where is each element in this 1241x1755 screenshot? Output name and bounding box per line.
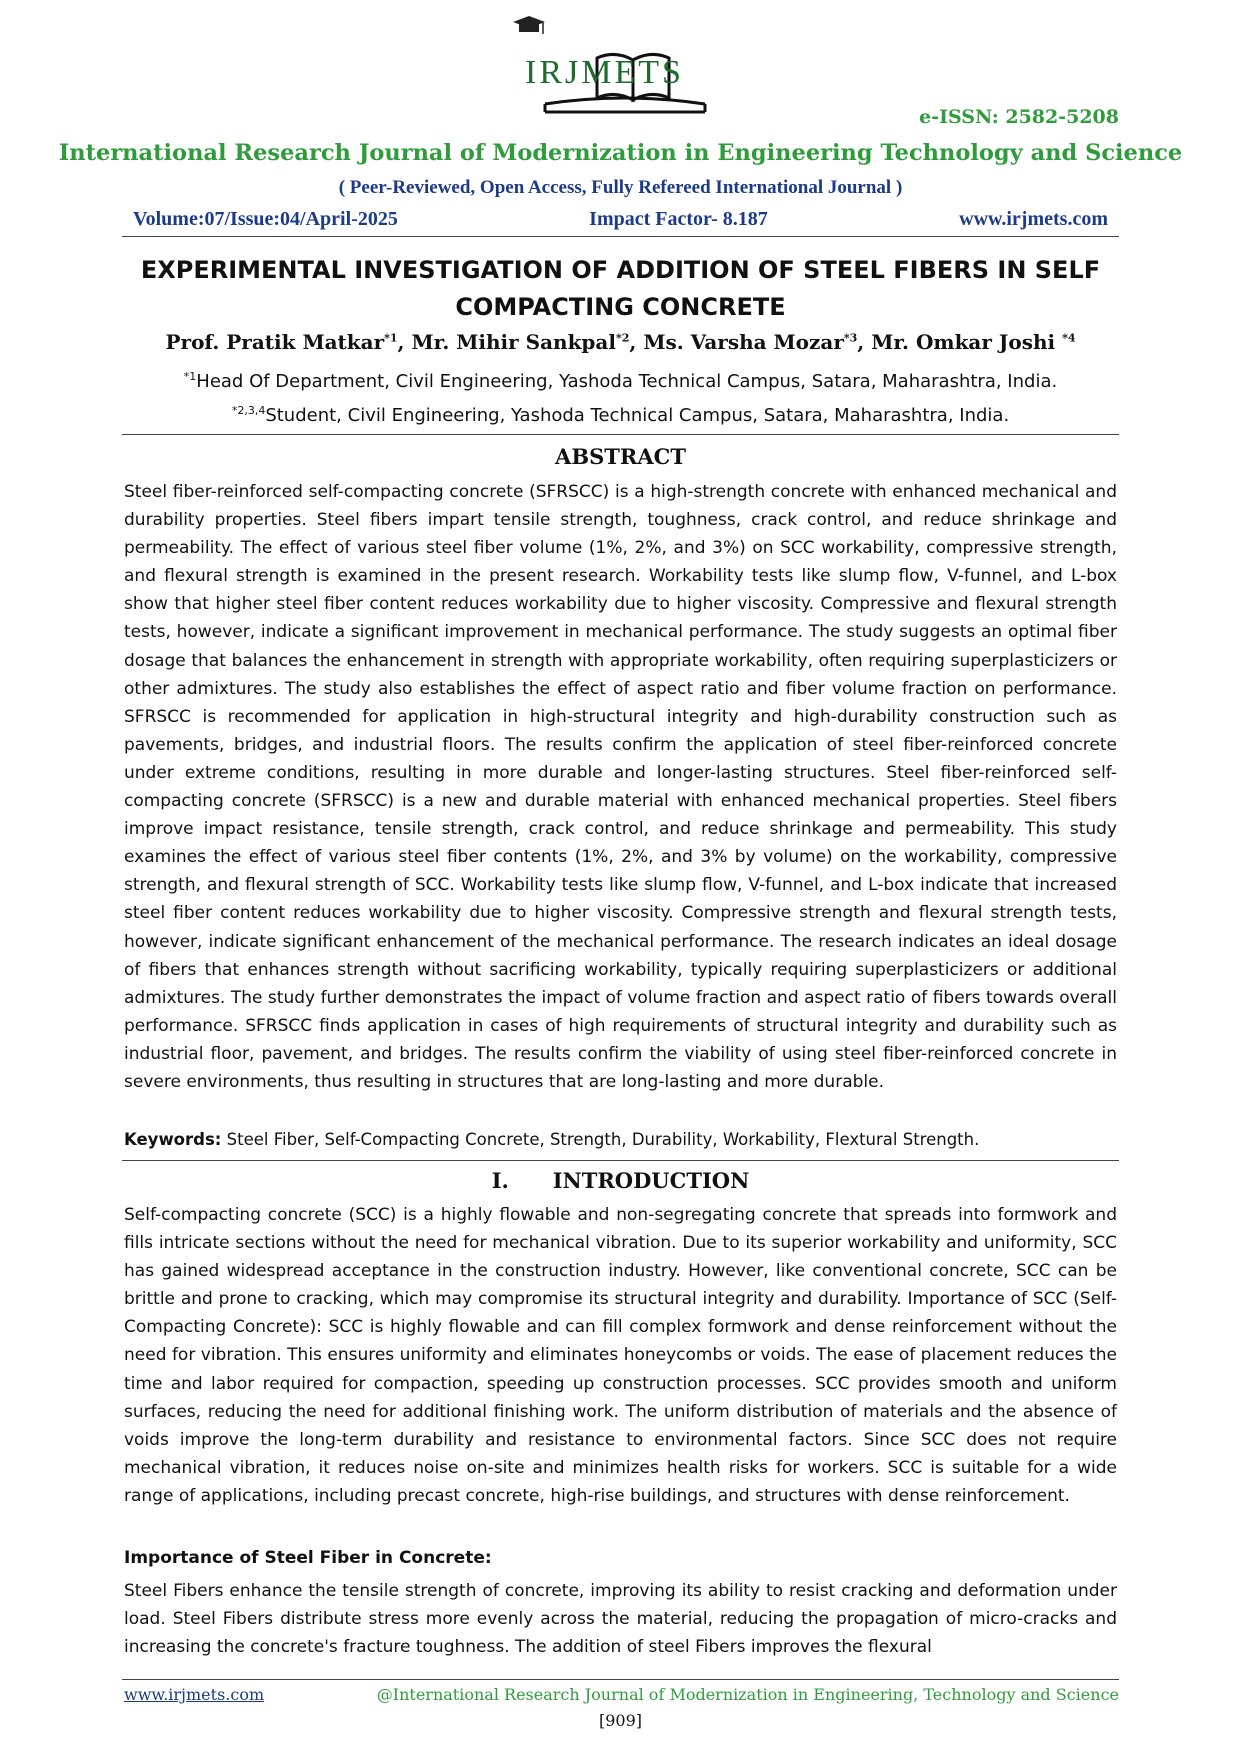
volume-issue: Volume:07/Issue:04/April-2025 — [133, 208, 398, 230]
steel-fiber-subheading: Importance of Steel Fiber in Concrete: — [124, 1548, 492, 1568]
affiliation-divider — [122, 434, 1119, 435]
affiliation-1: $^{*1}$Head Of Department, Civil Engineering, Yashoda Technical Campus, Satara, Maharashtra, India. — [183, 370, 1058, 392]
peer-review-note: ( Peer-Reviewed, Open Access, Fully Refereed International Journal ) — [338, 177, 903, 198]
header-website[interactable]: www.irjmets.com — [959, 208, 1108, 230]
eissn: e-ISSN: 2582-5208 — [919, 106, 1119, 128]
introduction-heading: I. INTRODUCTION — [491, 1168, 750, 1193]
header-divider — [122, 236, 1119, 237]
impact-factor: Impact Factor- 8.187 — [589, 208, 768, 230]
journal-logo — [505, 14, 745, 122]
abstract-divider — [122, 1160, 1119, 1161]
footer-website-link[interactable]: www.irjmets.com — [124, 1685, 265, 1704]
logo-text: IRJMETS — [525, 54, 684, 91]
abstract-heading: ABSTRACT — [555, 444, 686, 469]
page-number: [909] — [598, 1711, 643, 1730]
keywords-text: Steel Fiber, Self-Compacting Concrete, Strength, Durability, Workability, Flextural Strength. — [221, 1130, 980, 1149]
affiliation-2: $^{*2,3,4}$Student, Civil Engineering, Yashoda Technical Campus, Satara, Maharashtra, India. — [231, 404, 1010, 426]
keywords-label: Keywords: — [124, 1130, 222, 1149]
paper-title: EXPERIMENTAL INVESTIGATION OF ADDITION OF STEEL FIBERS IN SELF COMPACTING CONCRETE — [140, 256, 1101, 321]
footer-journal: @International Research Journal of Modernization in Engineering, Technology and Science — [376, 1685, 1119, 1704]
issue-meta-row — [133, 208, 1108, 231]
steel-fiber-text: Steel Fibers enhance the tensile strength of concrete, improving its ability to resist cracking and deformation under load. Steel Fibers distribute stress more evenly across the material, reducing the propagation of micro-cracks and increasing the concrete's fracture toughness. The addition of steel Fibers improves the flexural — [124, 1581, 1117, 1658]
introduction-text: Self-compacting concrete (SCC) is a highly flowable and non-segregating concrete that spreads into formwork and fills intricate sections without the need for mechanical vibration. Due to its superior workability and uniformity, SCC has gained widespread acceptance in the construction industry. However, like conventional concrete, SCC can be brittle and prone to cracking, which may compromise its structural integrity and durability. Importance of SCC (Self-Compacting Concrete): SCC is highly flowable and can fill complex formwork and dense reinforcement without the need for vibration. This ensures uniformity and eliminates honeycombs or voids. The ease of placement reduces the time and labor required for compaction, speeding up construction processes. SCC provides smooth and uniform surfaces, reducing the need for additional finishing work. The uniform distribution of materials and the absence of voids improve the long-term durability and resistance to environmental factors. Since SCC does not require mechanical vibration, it reduces noise on-site and minimizes health risks for workers. SCC is suitable for a wide range of applications, including precast concrete, high-rise buildings, and structures with dense reinforcement. — [124, 1205, 1117, 1506]
author: Ms. Varsha Mozar — [643, 330, 844, 354]
keywords — [124, 1130, 1121, 1149]
abstract-text: Steel fiber-reinforced self-compacting concrete (SFRSCC) is a high-strength concrete with enhanced mechanical and durability properties. Steel fibers impart tensile strength, toughness, crack control, and reduce shrinkage and permeability. The effect of various steel fiber volume (1%, 2%, and 3%) on SCC workability, compressive strength, and flexural strength is examined in the present research. Workability tests like slump flow, V-funnel, and L-box show that higher steel fiber content reduces workability due to higher viscosity. Compressive and flexural strength tests, however, indicate a significant improvement in mechanical performance. The study suggests an optimal fiber dosage that balances the enhancement in strength with appropriate workability, often requiring superplasticizers or other admixtures. The study also establishes the effect of aspect ratio and fiber volume fraction on performance. SFRSCC is recommended for application in high-structural integrity and high-durability construction such as pavements, bridges, and industrial floors. The results confirm the application of steel fiber-reinforced concrete under extreme conditions, resulting in more durable and longer-lasting structures. Steel fiber-reinforced self-compacting concrete (SFRSCC) is a new and durable material with enhanced mechanical properties. Steel fibers improve impact resistance, tensile strength, crack control, and reduce shrinkage and permeability. This study examines the effect of various steel fiber contents (1%, 2%, and 3% by volume) on the workability, compressive strength, and flexural strength of SCC. Workability tests like slump flow, V-funnel, and L-box indicate that increased steel fiber content reduces workability due to higher viscosity. Compressive strength and flexural strength tests, however, indicate significant enhancement of the mechanical performance. The research indicates an ideal dosage of fibers that enhances strength without sacrificing workability, typically requiring superplasticizers or additional admixtures. The study further demonstrates the impact of volume fraction and aspect ratio of fibers towards overall performance. SFRSCC finds application in cases of high requirements of structural integrity and durability such as industrial floor, pavement, and bridges. The results confirm the viability of using steel fiber-reinforced concrete in severe environments, thus resulting in structures that are long-lasting and more durable. — [124, 482, 1117, 1092]
author: Mr. Omkar Joshi — [871, 330, 1063, 354]
author: Mr. Mihir Sankpal — [411, 330, 616, 354]
footer-divider — [122, 1679, 1119, 1680]
author-list: Prof. Pratik Matkar$^{*1}$, Mr. Mihir Sankpal$^{*2}$, Ms. Varsha Mozar$^{*3}$, Mr. Omkar Joshi $^{*4}$ — [165, 330, 1076, 354]
author: Prof. Pratik Matkar — [165, 330, 385, 354]
journal-name: International Research Journal of Modernization in Engineering Technology and Science — [58, 140, 1183, 166]
